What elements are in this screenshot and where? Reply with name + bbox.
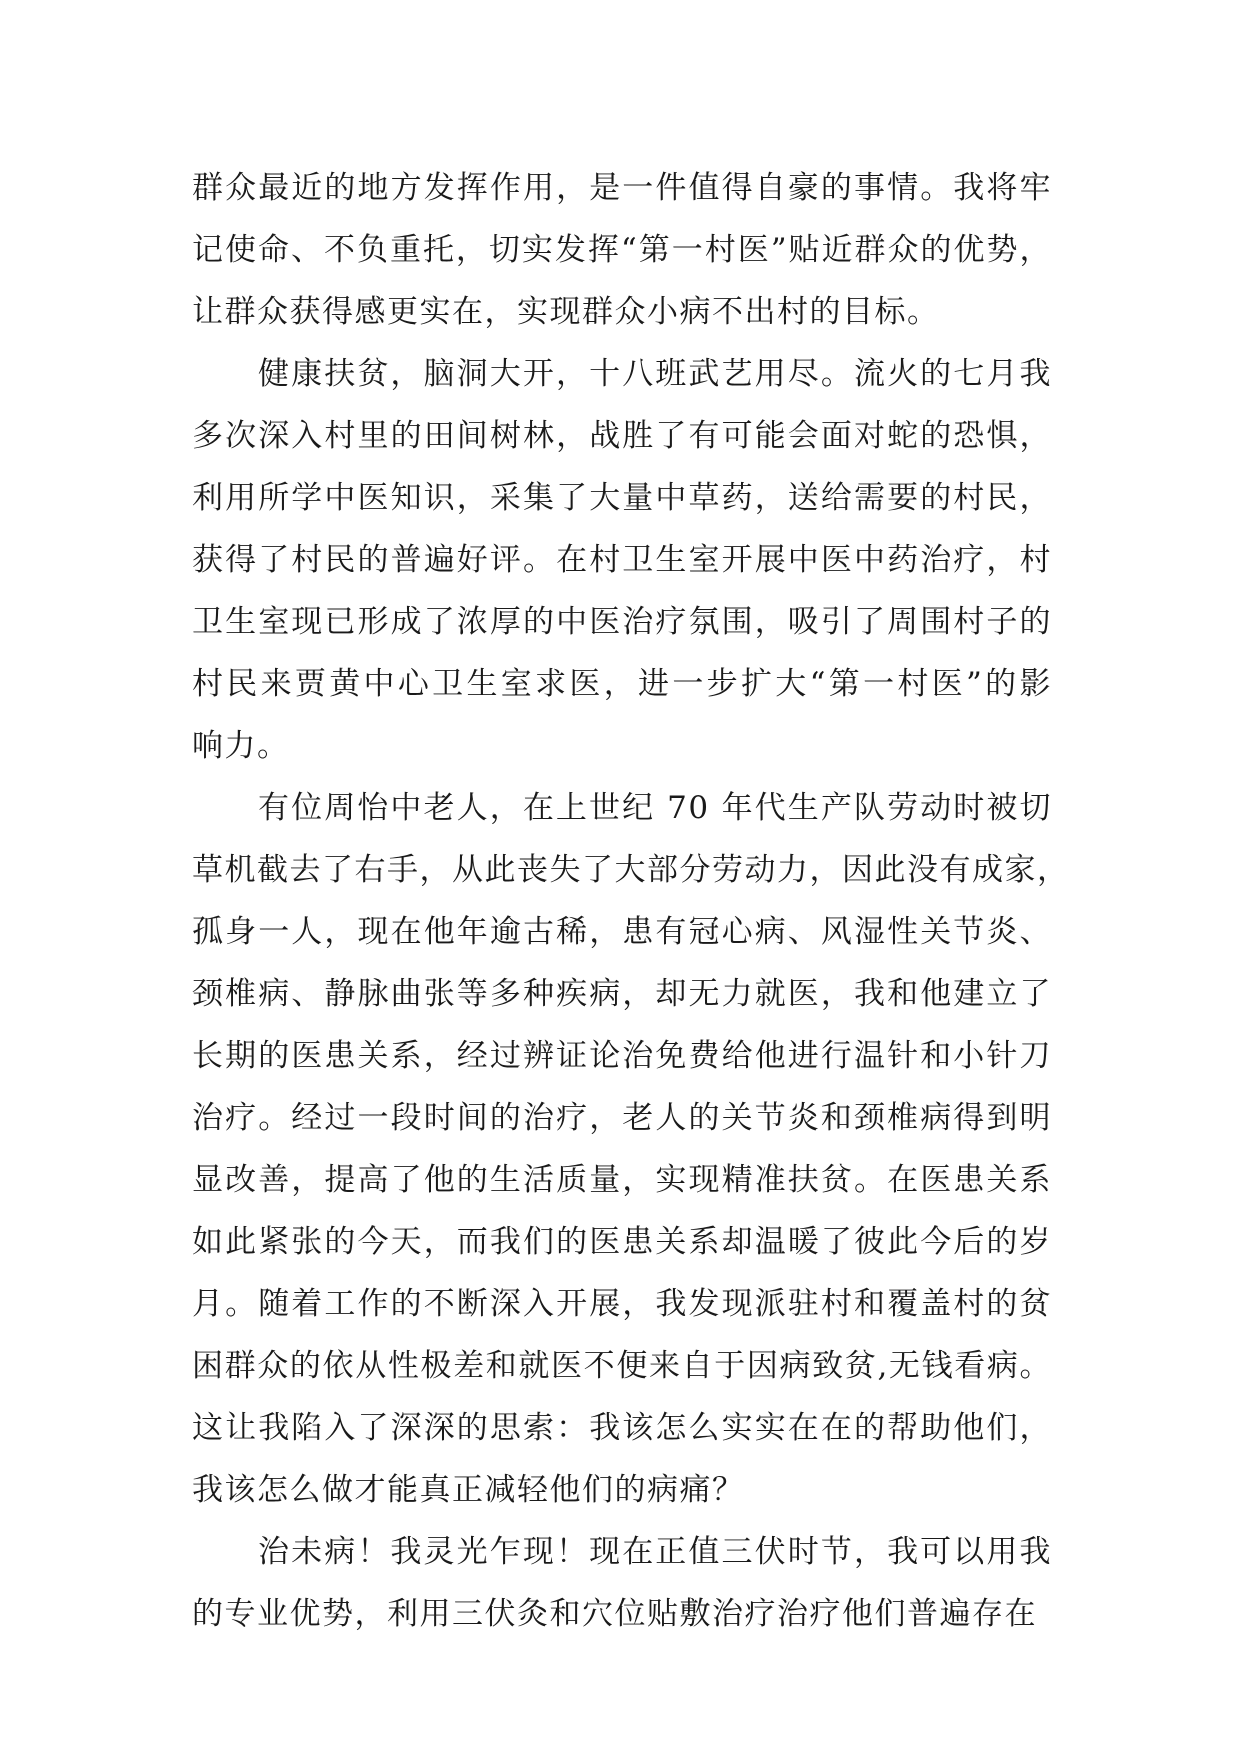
text-line: 卫生室现已形成了浓厚的中医治疗氛围，吸引了周围村子的 bbox=[192, 604, 1052, 640]
paragraph bbox=[192, 343, 1052, 777]
text-line: 颈椎病、静脉曲张等多种疾病，却无力就医，我和他建立了 bbox=[192, 976, 1052, 1012]
text-line: 孤身一人，现在他年逾古稀，患有冠心病、风湿性关节炎、 bbox=[192, 914, 1052, 950]
paragraph bbox=[192, 157, 1052, 343]
text-line: 响力。 bbox=[192, 728, 290, 764]
text-line: 多次深入村里的田间树林，战胜了有可能会面对蛇的恐惧， bbox=[192, 418, 1052, 454]
paragraph bbox=[192, 1521, 1052, 1645]
text-line: 困群众的依从性极差和就医不便来自于因病致贫,无钱看病。 bbox=[192, 1348, 1052, 1384]
text-line: 的专业优势，利用三伏灸和穴位贴敷治疗治疗他们普遍存在 bbox=[192, 1596, 1037, 1632]
text-line: 我该怎么做才能真正减轻他们的病痛？ bbox=[192, 1472, 745, 1508]
text-line: 草机截去了右手，从此丧失了大部分劳动力，因此没有成家， bbox=[192, 852, 1070, 888]
text-line: 这让我陷入了深深的思索：我该怎么实实在在的帮助他们， bbox=[192, 1410, 1052, 1446]
text-line: 群众最近的地方发挥作用，是一件值得自豪的事情。我将牢 bbox=[192, 170, 1052, 206]
text-line: 健康扶贫，脑洞大开，十八班武艺用尽。流火的七月我 bbox=[258, 356, 1052, 392]
text-line: 显改善，提高了他的生活质量，实现精准扶贫。在医患关系 bbox=[192, 1162, 1052, 1198]
text-line: 治未病！我灵光乍现！现在正值三伏时节，我可以用我 bbox=[258, 1534, 1052, 1570]
document-body bbox=[192, 157, 1070, 1645]
text-line: 村民来贾黄中心卫生室求医，进一步扩大“第一村医”的影 bbox=[192, 666, 1052, 702]
text-line: 记使命、不负重托，切实发挥“第一村医”贴近群众的优势， bbox=[192, 232, 1052, 268]
text-line: 获得了村民的普遍好评。在村卫生室开展中医中药治疗，村 bbox=[192, 542, 1052, 578]
text-line: 利用所学中医知识，采集了大量中草药，送给需要的村民， bbox=[192, 480, 1052, 516]
text-line: 让群众获得感更实在，实现群众小病不出村的目标。 bbox=[192, 294, 940, 330]
text-line: 如此紧张的今天，而我们的医患关系却温暖了彼此今后的岁 bbox=[192, 1224, 1052, 1260]
text-line: 月。随着工作的不断深入开展，我发现派驻村和覆盖村的贫 bbox=[192, 1286, 1052, 1322]
text-line: 治疗。经过一段时间的治疗，老人的关节炎和颈椎病得到明 bbox=[192, 1100, 1052, 1136]
text-line: 有位周怡中老人，在上世纪 70 年代生产队劳动时被切 bbox=[258, 790, 1052, 826]
text-line: 长期的医患关系，经过辨证论治免费给他进行温针和小针刀 bbox=[192, 1038, 1052, 1074]
paragraph bbox=[192, 777, 1070, 1521]
